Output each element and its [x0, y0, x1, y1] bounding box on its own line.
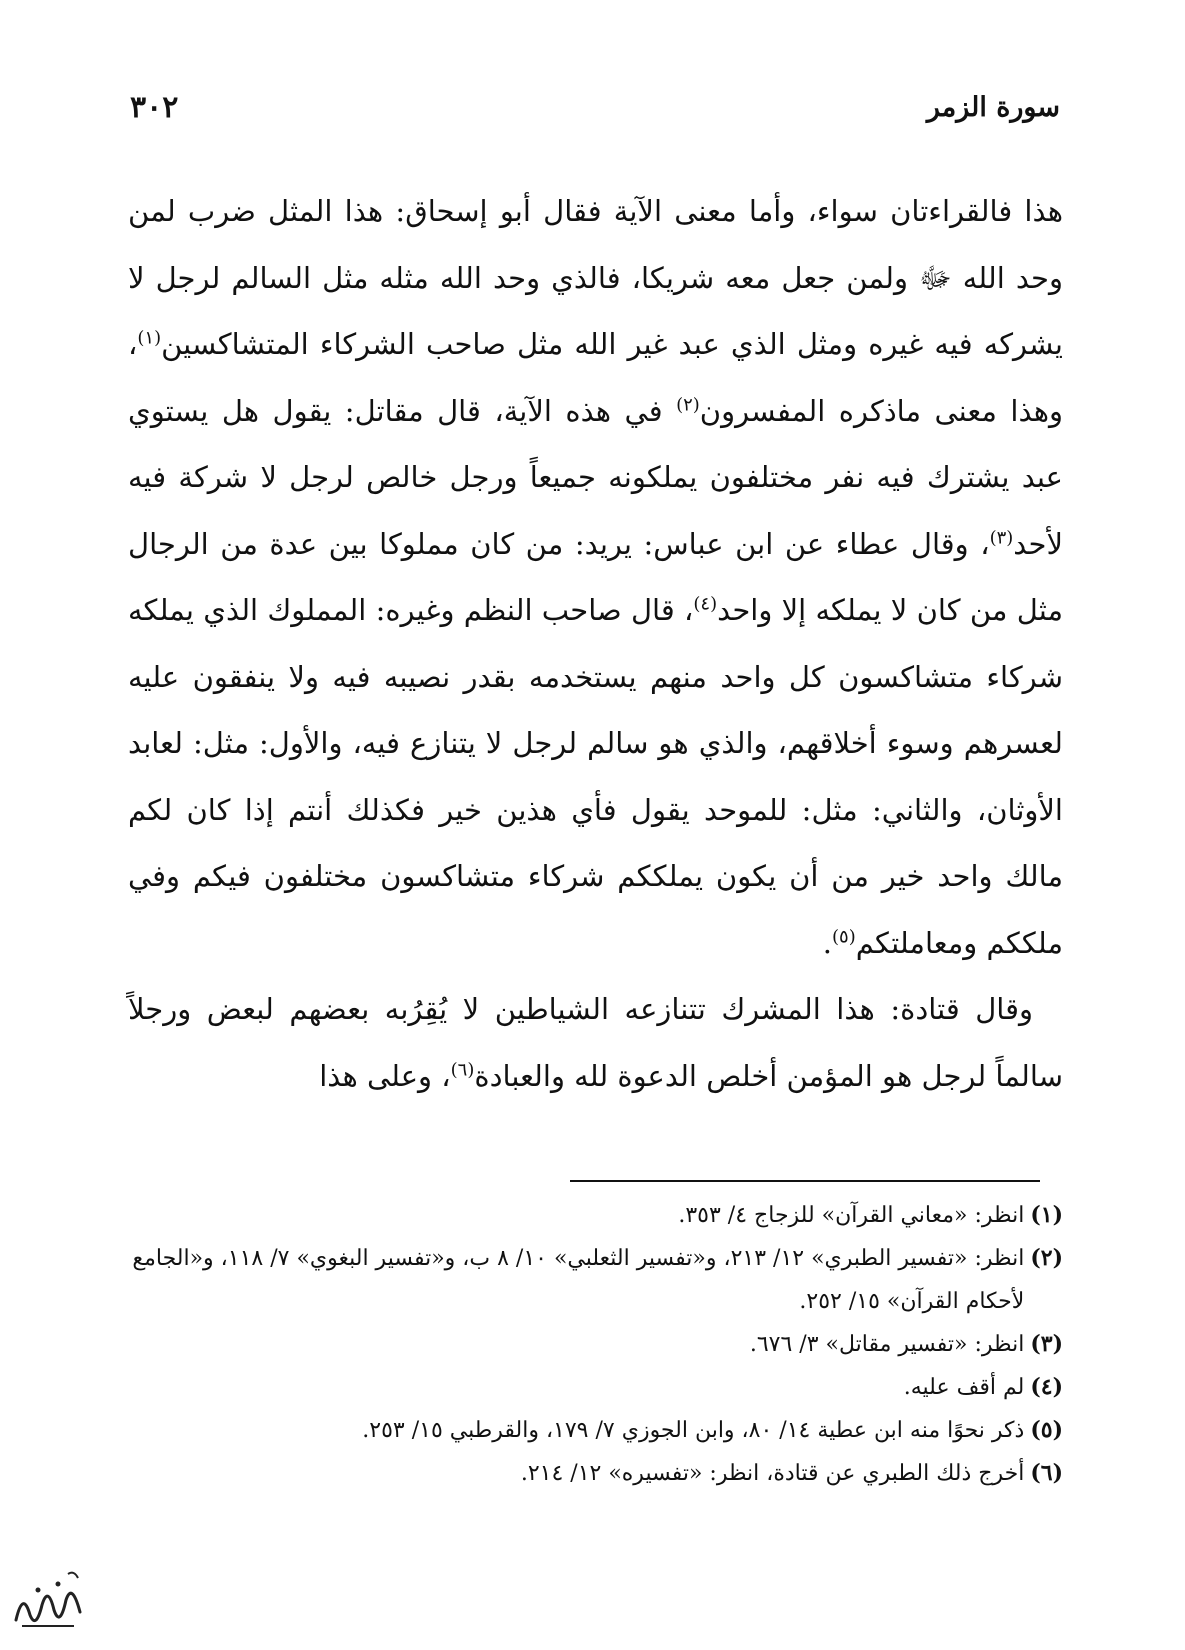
footnote-reference: (٥): [832, 925, 856, 947]
footnote-text: أخرج ذلك الطبري عن قتادة، انظر: «تفسيره» ١٢/ ٢١٤.: [520, 1461, 1025, 1486]
footnote-item: [128, 1323, 1063, 1366]
page-header: [130, 82, 1060, 132]
footnote-text: ذكر نحوًا منه ابن عطية ١٤/ ٨٠، وابن الجوزي ٧/ ١٧٩، والقرطبي ١٥/ ٢٥٣.: [362, 1418, 1025, 1443]
footnote-item: [128, 1237, 1063, 1323]
footnote-reference: (٦): [450, 1058, 475, 1080]
footnote-text: لم أقف عليه.: [903, 1375, 1025, 1400]
footnote-text: انظر: «معاني القرآن» للزجاج ٤/ ٣٥٣.: [678, 1203, 1025, 1228]
footnote-divider: [570, 1180, 1040, 1182]
footnote-text: انظر: «تفسير مقاتل» ٣/ ٦٧٦.: [749, 1332, 1025, 1357]
body-text-segment: ، وهذا معنى ماذكره المفسرون: [128, 327, 1063, 428]
footnote-number: (٣): [1030, 1331, 1063, 1357]
footnote-reference: (٤): [693, 593, 718, 615]
footnote-text: انظر: «تفسير الطبري» ١٢/ ٢١٣، و«تفسير الثعلبي» ١٠/ ٨ ب، و«تفسير البغوي» ٧/ ١١٨، و«الجامع لأحكام القرآن» ١٥/ ٢٥٢.: [132, 1246, 1025, 1314]
footnote-item: [128, 1452, 1063, 1495]
footnote-item: [128, 1409, 1063, 1452]
body-text-segment: في هذه الآية، قال مقاتل: يقول هل يستوي عبد يشترك فيه نفر مختلفون يملكونه جميعاً ورجل خالص لرجل لا شركة فيه لأحد: [128, 393, 1063, 561]
body-paragraph: [128, 976, 1063, 1109]
footnotes: [128, 1194, 1063, 1495]
footnote-reference: (١): [137, 327, 162, 349]
surah-title: سورة الزمر: [926, 91, 1060, 123]
body-text-segment: .: [822, 925, 833, 960]
footnote-reference: (٣): [989, 526, 1014, 548]
body-text-segment: ، قال صاحب النظم وغيره: المملوك الذي يملكه شركاء متشاكسون كل واحد منهم يستخدمه بقدر نصيبه فيه ولا ينفقون عليه لعسرهم وسوء أخلاقهم، والذي هو سالم لرجل لا يتنازع فيه، والأول: مثل: لعابد الأوثان، والثاني: مثل: للموحد يقول فأي هذين خير فكذلك أنتم إذا كان لكم مالك واحد خير من أن يكون يملككم شركاء متشاكسون مختلفون فيكم وفي ملككم ومعاملتكم: [128, 593, 1063, 960]
page-number: ٣٠٢: [130, 89, 179, 125]
footnote-item: [128, 1194, 1063, 1237]
body-text-segment: هذا فالقراءتان سواء، وأما معنى الآية فقال أبو إسحاق: هذا المثل ضرب لمن وحد الله ﷻ ولمن جعل معه شريكا، فالذي وحد الله مثله مثل السالم لرجل لا يشركه فيه غيره ومثل الذي عبد غير الله مثل صاحب الشركاء المتشاكسين: [128, 194, 1063, 361]
main-text: [128, 178, 1063, 1109]
footnote-number: (٦): [1030, 1460, 1063, 1486]
footnote-item: [128, 1366, 1063, 1409]
footnote-number: (٤): [1030, 1374, 1063, 1400]
body-text-segment: وقال قتادة: هذا المشرك تتنازعه الشياطين لا يُقِرُبه بعضهم لبعض ورجلاً سالماً لرجل هو المؤمن أخلص الدعوة لله والعبادة: [128, 992, 1063, 1093]
publisher-stamp-logo: [8, 1560, 88, 1640]
footnote-number: (١): [1030, 1202, 1063, 1228]
body-text-segment: ، وعلى هذا: [319, 1058, 451, 1093]
footnote-number: (٥): [1030, 1417, 1063, 1443]
footnote-reference: (٢): [676, 393, 700, 415]
body-text-segment: ، وقال عطاء عن ابن عباس: يريد: من كان مملوكا بين عدة من الرجال مثل من كان لا يملكه إلا واحد: [128, 526, 1063, 627]
footnote-number: (٢): [1030, 1245, 1063, 1271]
body-paragraph: [128, 178, 1063, 976]
